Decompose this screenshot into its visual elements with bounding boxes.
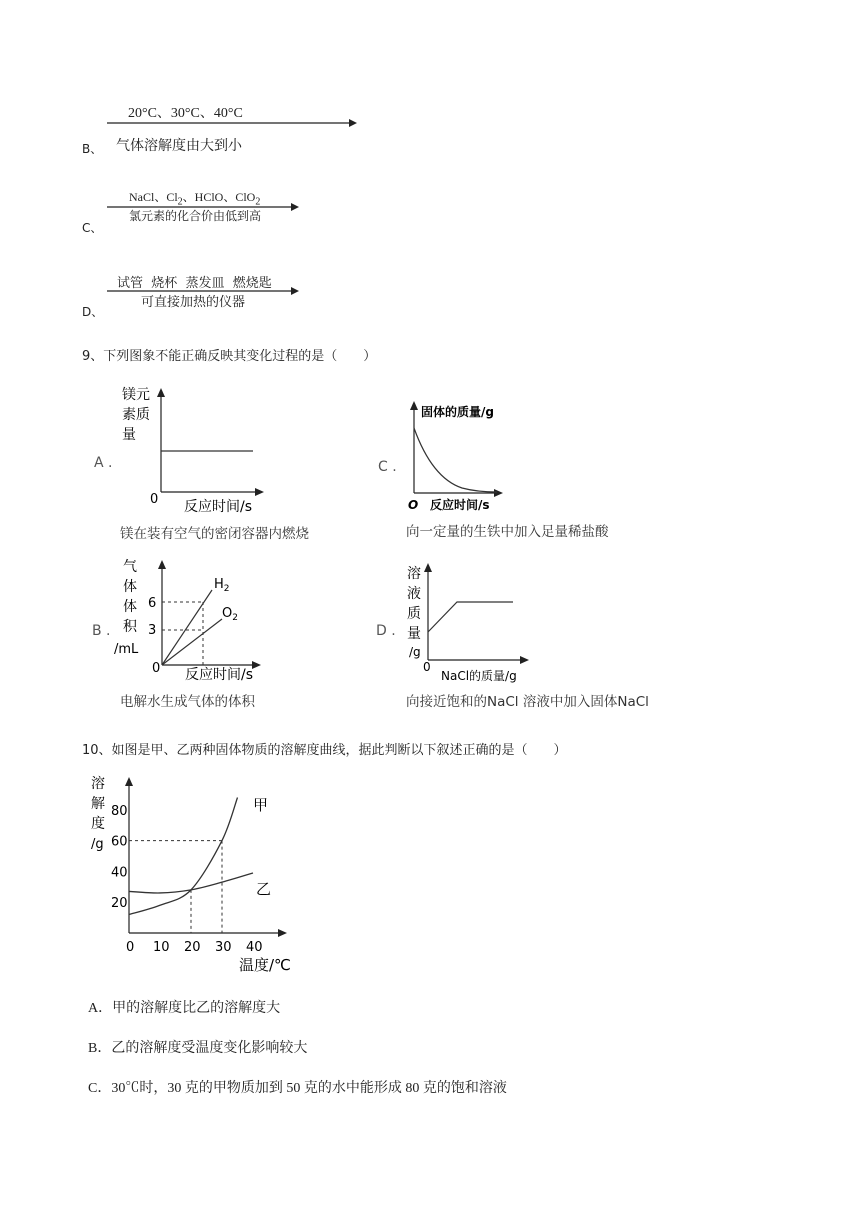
q9-d-graph <box>395 560 545 685</box>
q9-stem: 9、下列图象不能正确反映其变化过程的是（ ） <box>82 349 377 364</box>
q9-d-ylabel-5: /g <box>409 645 421 659</box>
q10-series-jia <box>129 797 238 914</box>
q9-a-xlabel: 反应时间/s <box>184 499 253 515</box>
q9-b-ylabel-4: 积 <box>123 619 137 635</box>
q9-b-caption: 电解水生成气体的体积 <box>120 694 255 710</box>
q10-ylabel-1: 溶 <box>91 776 105 792</box>
q9-d-xlabel: NaCl的质量/g <box>441 669 517 683</box>
q9-d-ylabel-2: 液 <box>407 586 421 602</box>
q9-b-ylabel-2: 体 <box>123 579 137 595</box>
q9-a-yaxis-arrow-icon <box>157 388 165 397</box>
q9-c-origin: O <box>408 498 419 512</box>
q9-a-label: A . <box>94 455 113 471</box>
q10-ylabel-4: /g <box>91 837 104 852</box>
q9-b-xaxis-arrow-icon <box>252 661 261 669</box>
q10-xtick-label: 30 <box>215 940 232 955</box>
q9-a-graph <box>118 385 278 515</box>
item-d-top-text: 试管 烧杯 蒸发皿 燃烧匙 <box>117 276 272 291</box>
q9-b-ylabel-3: 体 <box>123 599 137 615</box>
item-b-bottom-text: 气体溶解度由大到小 <box>116 138 242 154</box>
q9-a-ylabel-1: 镁元 <box>122 387 150 403</box>
q10-ytick-label: 60 <box>111 834 128 850</box>
q10-ylabel-2: 解 <box>91 796 105 812</box>
q9-a-ylabel-2: 素质 <box>122 407 150 423</box>
q9-a-caption: 镁在装有空气的密闭容器内燃烧 <box>120 526 309 542</box>
q9-d-ylabel-4: 量 <box>407 626 421 642</box>
item-d <box>80 270 320 320</box>
item-d-label: D、 <box>82 305 104 319</box>
q10-ytick-label: 80 <box>111 803 128 819</box>
q10-xlabel: 温度/℃ <box>239 956 291 974</box>
q9-b-ylabel-5: /mL <box>114 642 139 657</box>
q9-b-origin: 0 <box>152 661 161 676</box>
q9-b-tick-3: 3 <box>148 623 157 638</box>
item-b-top-text: 20°C、30°C、40°C <box>128 106 243 121</box>
q10-option-a: A．甲的溶解度比乙的溶解度大 <box>88 1001 281 1016</box>
item-b-label: B、 <box>82 142 103 156</box>
item-c <box>80 186 320 236</box>
q10-option-c: C．30℃时，30 克的甲物质加到 50 克的水中能形成 80 克的饱和溶液 <box>88 1081 507 1096</box>
q10-xtick-label: 20 <box>184 940 201 955</box>
q10-xtick-label: 0 <box>126 940 135 955</box>
item-c-label: C、 <box>82 221 103 235</box>
item-d-bottom-text: 可直接加热的仪器 <box>141 295 246 310</box>
q9-c-ylabel: 固体的质量/g <box>421 405 494 419</box>
item-c-top-a: NaCl、Cl <box>129 190 178 204</box>
q9-d-xaxis-arrow-icon <box>520 656 529 664</box>
q10-stem: 10、如图是甲、乙两种固体物质的溶解度曲线，据此判断以下叙述正确的是（ ） <box>82 743 567 758</box>
q10-ylabel-3: 度 <box>91 816 105 832</box>
q9-c-label: C . <box>378 459 397 475</box>
q10-jia-label: 甲 <box>253 796 269 814</box>
q9-d-yaxis-arrow-icon <box>424 563 432 572</box>
q9-b-o2-line <box>162 619 222 665</box>
q9-b-ylabel-1: 气 <box>123 559 137 575</box>
q10-ylabel <box>91 775 105 852</box>
q9-a-xaxis-arrow-icon <box>255 488 264 496</box>
q9-a-origin: 0 <box>150 492 159 507</box>
q9-b-h2-label: $H_2$ <box>214 577 230 594</box>
q10-solubility-chart <box>85 772 310 977</box>
item-b-arrow-icon <box>107 118 357 128</box>
q9-b-graph <box>110 553 280 683</box>
item-c-sub2: 2 <box>255 196 261 208</box>
q10-series-yi <box>129 873 253 893</box>
item-c-sub1: 2 <box>177 196 183 208</box>
q10-option-b: B．乙的溶解度受温度变化影响较大 <box>88 1041 308 1056</box>
q10-yaxis-arrow-icon <box>125 777 133 786</box>
q9-b-yaxis-arrow-icon <box>158 560 166 569</box>
q9-d-caption: 向接近饱和的NaCl 溶液中加入固体NaCl <box>406 694 649 710</box>
q9-b-label: B . <box>92 623 111 639</box>
q9-b-o2-label: $O_2$ <box>222 606 238 623</box>
q10-xtick-label: 40 <box>246 940 263 955</box>
q9-b-tick-6: 6 <box>148 596 157 611</box>
q10-ytick-label: 20 <box>111 896 128 912</box>
q9-c-curve <box>414 428 497 492</box>
q9-c-xaxis-arrow-icon <box>494 489 503 497</box>
q9-b-h2-line <box>162 590 212 665</box>
q9-c-xlabel: 反应时间/s <box>430 498 490 512</box>
q9-d-origin: 0 <box>423 660 431 674</box>
q9-c-caption: 向一定量的生铁中加入足量稀盐酸 <box>406 524 609 540</box>
q10-xtick-label: 10 <box>153 940 170 955</box>
q10-xaxis-arrow-icon <box>278 929 287 937</box>
q9-a-ylabel-3: 量 <box>122 427 136 443</box>
q10-yi-label: 乙 <box>256 880 272 898</box>
q10-ytick-label: 40 <box>111 865 128 881</box>
item-c-top-b: 、HClO、ClO <box>182 190 256 204</box>
q9-b-xlabel: 反应时间/s <box>185 667 254 683</box>
q9-c-yaxis-arrow-icon <box>410 401 418 410</box>
q9-d-line <box>428 602 513 632</box>
item-c-bottom-text: 氯元素的化合价由低到高 <box>129 209 262 223</box>
q9-c-graph <box>402 398 512 518</box>
q9-d-ylabel-3: 质 <box>407 606 421 622</box>
item-b <box>80 100 300 160</box>
q9-d-ylabel-1: 溶 <box>407 566 421 582</box>
q9-d-label: D . <box>376 623 396 639</box>
